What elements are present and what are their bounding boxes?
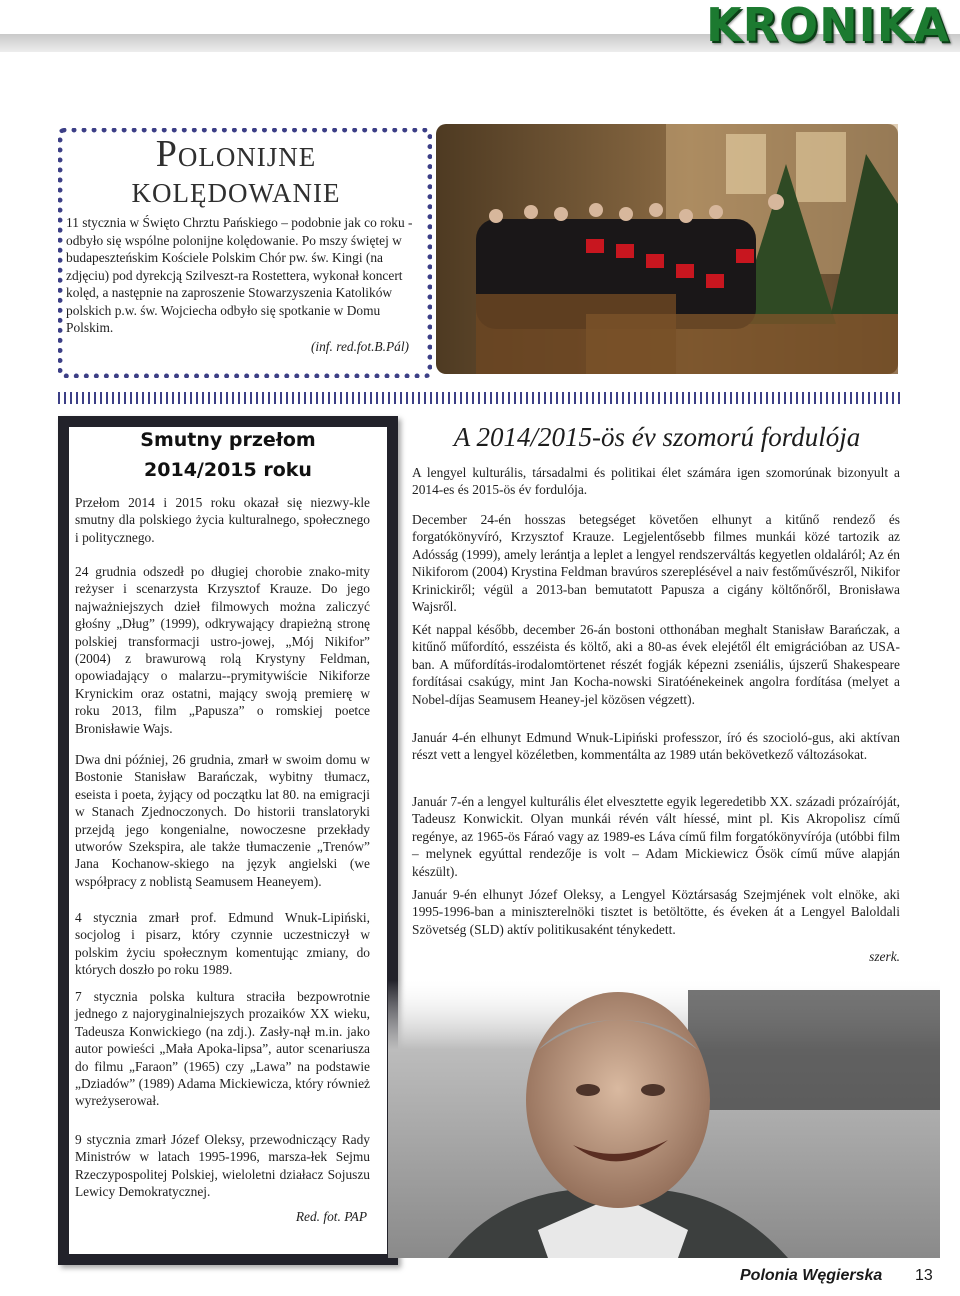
- koledowanie-credit: (inf. red.fot.B.Pál): [310, 339, 409, 354]
- polish-paragraph: Dwa dni później, 26 grudnia, zmarł w swoim domu w Bostonie Stanisław Barańczak, wybitny tłumacz, eseista i poeta, żyjący od początku lat 80. na emigracji w Stanach Zjednoczonych. Do historii translatoryki przejdą jego kongenialne, nowoczesne przekłady utworów Szekspira, ale także tłumaczenie „Trenów” Jana Kochanow-skiego na język angielski (we współpracy z noblistą Seamusem Heaneyem).: [75, 752, 370, 889]
- hungarian-paragraph: Január 4-én elhunyt Edmund Wnuk-Lipiński professzor, író és szocioló-gus, aki aktívan részt vett a lengyel közéletben, kommentálta az 1989 után bekövetkező változásokat.: [412, 730, 900, 763]
- publication-name: Polonia Węgierska: [740, 1267, 883, 1284]
- polish-paragraph: 9 stycznia zmarł Józef Oleksy, przewodniczący Rady Ministrów w latach 1995-1996, marsza-łek Sejmu Rzeczypospolitej Polskiej, wieloletni działacz Sojuszu Lewicy Demokratycznej.: [75, 1132, 370, 1200]
- koledowanie-text: 11 stycznia w Święto Chrztu Pańskiego – podobnie jak co roku - odbyło się wspólne polonijne kolędowanie. Po mszy świętej w budapeszteńskim Kościele Polskim Chór pw. św. Kingi (na zdjęciu) pod dyrekcją Szilveszt-ra Rostettera, wykonał koncert kolęd, a następnie na zaproszenie Stowarzyszenia Katolików polskich p.w. św. Wojciecha odbyło się spotkanie w Domu Polskim.: [66, 215, 413, 335]
- header-band: [0, 0, 960, 52]
- polish-paragraph: 7 stycznia polska kultura straciła bezpowrotnie jednego z najoryginalniejszych prozaików XX wieku, Tadeusza Konwickiego (na zdj.). Zasły-nął m.in. jako autor powieści „Mała Apoka-lipsa”, autor scenariusza do filmu „Faraon” (1965) czy „Lawa” na podstawie „Dziadów” (1989) Adama Mickiewicza, który również wyreżyserował.: [75, 989, 370, 1109]
- hungarian-paragraph: Január 7-én a lengyel kulturális élet elvesztette egyik legeredetibb XX. századi prózaíróját, Tadeusz Konwickit. Olyan munkái révén vált híessé, mint pl. Kis Akropolisz című regénye, az 1965-ös Fáraó vagy az 1989-es Láva című film forgatókönyvírója (utóbbi film – melynek egyúttal rendezője is volt – Adam Mickiewicz Ősök című műve alapján készült).: [412, 794, 900, 879]
- polish-article-title: [58, 425, 398, 485]
- hungarian-paragraph: Január 9-én elhunyt Józef Oleksy, a Lengyel Köztársaság Szejmjének volt elnöke, aki 1995-1996-ban a miniszterelnöki tisztet is betöltötte, és éveken át a Lengyel Baloldali Szövetség (SLD) aktív politikusaként ténykedett.: [412, 887, 900, 937]
- choir-photo: [436, 124, 898, 374]
- polish-article-title-line2: 2014/2015 roku: [144, 459, 312, 481]
- hungarian-paragraph: December 24-én hosszas betegséget követően elhunyt a kitűnő rendező és forgatókönyvíró, Krzysztof Krauze. Legjelentősebb filmes munkái közé tartozik az Adósság (1999), amely lerántja a leplet a lengyel rendszerváltás kegyetlen oldaláról; Az én Nikiforom (2004) Krystina Feldman bravúros szereplésével a naiv festőművészről, Nikifor Krinickiről; végül a 2013-ban bemutatott Papusza a cigány költőnőről, Bronisława Wajsről.: [412, 512, 900, 615]
- page-number: 13: [915, 1267, 933, 1284]
- hungarian-article-signature: szerk.: [869, 949, 900, 964]
- polish-article-credit: Red. fot. PAP: [295, 1209, 367, 1224]
- hungarian-paragraph: Két nappal később, december 26-án bostoni otthonában meghalt Stanisław Barańczak, a kitűnő műfordító, esszéista és költő, aki a 80-as évek elejétől élt emigrációban az USA-ban. A műfordítás-irodalomtörtenet részét fogják képezni zseniális, újszerű Shakespeare fordításai csakúgy, mint Jan Kocha-nowski Siratóénekeinek angolra fordítása (melyet a Nobel-díjas Seamusem Heaney-jel közösen végzett).: [412, 622, 900, 707]
- koledowanie-title-line2: kolędowanie: [131, 169, 341, 211]
- section-title: KRONIKA: [705, 0, 950, 52]
- polish-paragraph: 24 grudnia odszedł po długiej chorobie znako-mity reżyser i scenarzysta Krzysztof Krauze. Do jego najważniejszych dzieł filmowych można zaliczyć głośny „Dług” (1999), odkrywający drapieżną stronę polskiej transformacji ustro-jowej, „Mój Nikifor” (2004) z brawurową rolą Krystyny Feldman, opowiadający o malarzu--prymitywiście Nikiforze Krynickim oraz ostatni, mający swoją premierę w roku 2013, film „Papusza” o romskiej poetce Bronisławie Wajs.: [75, 564, 370, 736]
- hungarian-paragraph: A lengyel kulturális, társadalmi és politikai élet számára igen szomorúnak bizonyult a 2014-es és 2015-ös év fordulója.: [412, 465, 900, 498]
- hungarian-article-title: A 2014/2015-ös év szomorú fordulója: [453, 422, 861, 452]
- koledowanie-title-line1: Polonijne: [155, 133, 317, 175]
- section-divider: [58, 392, 902, 404]
- polish-paragraph: 4 stycznia zmarł prof. Edmund Wnuk-Lipiński, socjolog i pisarz, który czynnie uczestniczył w polskim życiu społecznym komentując zmiany, do których doszło po roku 1989.: [75, 910, 370, 978]
- koledowanie-title: [66, 133, 406, 211]
- portrait-photo: [388, 980, 940, 1258]
- polish-article-title-line1: Smutny przełom: [140, 429, 316, 451]
- polish-paragraph: Przełom 2014 i 2015 roku okazał się niezwy-kle smutny dla polskiego życia kulturalnego, społecznego i politycznego.: [75, 495, 370, 545]
